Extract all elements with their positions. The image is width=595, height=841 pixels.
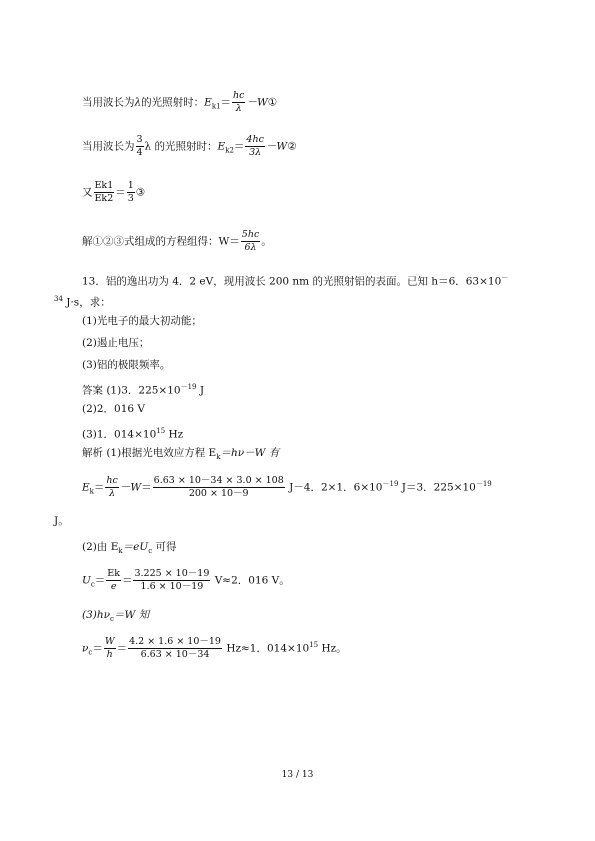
superscript: 15 bbox=[309, 641, 319, 649]
denominator: Ek2 bbox=[94, 193, 114, 204]
text: ＝W 知 bbox=[113, 609, 150, 621]
minus-w: －W bbox=[265, 140, 288, 153]
equals: ＝ bbox=[121, 574, 133, 587]
equals: ＝ bbox=[115, 186, 126, 199]
denominator: e bbox=[110, 581, 117, 592]
denominator: 6.63 × 10－34 bbox=[140, 649, 210, 660]
question-13 bbox=[82, 271, 508, 289]
text: J＝3．225×10 bbox=[398, 481, 476, 494]
numerator: 4hc bbox=[246, 134, 264, 145]
fraction-ek1-ek2 bbox=[94, 180, 115, 205]
denominator: 6λ bbox=[244, 242, 257, 253]
minus-w: －W bbox=[246, 96, 268, 109]
numerator: Ek bbox=[107, 568, 120, 579]
text: 当用波长为 bbox=[82, 96, 135, 109]
sub-question-2: (2)遏止电压； bbox=[82, 337, 150, 349]
fraction-3-4 bbox=[136, 134, 144, 159]
subscript: c bbox=[88, 648, 93, 657]
question-text: 13．铝的逸出功为 4．2 eV，现用波长 200 nm 的光照射铝的表面。已知 h＝6．63×10 bbox=[82, 275, 502, 288]
symbol-e: E bbox=[217, 140, 226, 153]
numerator: 5hc bbox=[241, 229, 260, 240]
solution-3-intro bbox=[82, 608, 149, 626]
circled-3: ③ bbox=[135, 186, 146, 199]
fraction-numeric-2 bbox=[133, 568, 210, 593]
question-text: J·s，求： bbox=[62, 296, 111, 309]
subscript: c bbox=[148, 547, 153, 556]
denominator: 4 bbox=[136, 147, 143, 158]
symbol-u: U bbox=[82, 574, 91, 587]
denominator: λ bbox=[235, 103, 242, 114]
text: Hz bbox=[165, 428, 184, 441]
solution-2-intro bbox=[82, 540, 176, 558]
circled-1: ① bbox=[267, 96, 278, 109]
text: J－4．2×1．6×10 bbox=[285, 481, 383, 494]
subscript: k bbox=[118, 547, 123, 556]
solution-intro bbox=[82, 446, 279, 464]
superscript: －19 bbox=[475, 480, 492, 488]
denominator: λ bbox=[109, 488, 116, 499]
page-number: 13 / 13 bbox=[281, 770, 314, 780]
fraction-hc-lambda bbox=[105, 475, 118, 500]
subscript: k bbox=[216, 453, 221, 462]
text: ＝eU bbox=[122, 541, 149, 553]
subscript: k bbox=[89, 487, 94, 496]
denominator: 3 bbox=[127, 193, 134, 204]
fraction-w-h bbox=[104, 636, 116, 661]
question-13-cont bbox=[54, 292, 111, 310]
text: 的光照射时： bbox=[141, 96, 205, 109]
subscript: k1 bbox=[211, 102, 221, 111]
text: 又 bbox=[82, 186, 93, 199]
text: 解析 (1)根据光电效应方程 E bbox=[82, 447, 217, 459]
superscript: － bbox=[501, 274, 509, 282]
superscript: 34 bbox=[54, 295, 63, 303]
text: (3)hν bbox=[82, 609, 111, 621]
text: Hz≈1．014×10 bbox=[222, 642, 310, 655]
denominator: h bbox=[106, 649, 113, 660]
equals: ＝ bbox=[220, 96, 232, 109]
symbol-nu: ν bbox=[82, 642, 89, 655]
equals: ＝ bbox=[93, 481, 105, 494]
fraction-numeric-1 bbox=[153, 475, 285, 500]
equation-line-3 bbox=[82, 180, 145, 205]
denominator: 200 × 10－9 bbox=[188, 488, 249, 499]
numerator: hc bbox=[233, 90, 245, 101]
equals: ＝ bbox=[116, 642, 128, 655]
symbol-e: E bbox=[204, 96, 212, 109]
text: 答案 (1)3．225×10 bbox=[82, 384, 181, 397]
equals: ＝ bbox=[141, 481, 152, 494]
fraction-numeric-3 bbox=[128, 636, 222, 661]
fraction-5hc-6lambda bbox=[241, 229, 260, 254]
sub-question-3: (3)铝的极限频率。 bbox=[82, 359, 171, 371]
fraction-4hc-3lambda bbox=[245, 134, 264, 159]
numerator: W bbox=[104, 636, 115, 647]
equals: ＝ bbox=[233, 140, 245, 153]
text: (2)由 E bbox=[82, 541, 119, 553]
text: V≈2．016 V。 bbox=[211, 574, 290, 587]
text: λ 的光照射时： bbox=[144, 140, 218, 153]
minus-w: －W bbox=[119, 481, 142, 494]
numerator: 6.63 × 10－34 × 3.0 × 108 bbox=[153, 475, 284, 486]
text: 可得 bbox=[152, 541, 177, 553]
equation-line-2 bbox=[82, 134, 297, 159]
fraction-1-3 bbox=[127, 180, 135, 205]
denominator: 3λ bbox=[249, 147, 262, 158]
superscript: 15 bbox=[156, 427, 166, 435]
denominator: 1.6 × 10－19 bbox=[140, 581, 204, 592]
numerator: 1 bbox=[127, 180, 134, 191]
fraction-ek-e bbox=[106, 568, 121, 593]
text: 解①②③式组成的方程组得：W＝ bbox=[82, 235, 240, 248]
symbol-e: E bbox=[82, 481, 90, 494]
sub-question-1: (1)光电子的最大初动能； bbox=[82, 315, 202, 327]
subscript: c bbox=[110, 615, 114, 624]
numerator: hc bbox=[106, 475, 118, 486]
superscript: －19 bbox=[180, 383, 197, 391]
solution-eq-3 bbox=[82, 636, 347, 661]
symbol-lambda: λ bbox=[134, 96, 142, 109]
answer-2: (2)2．016 V bbox=[82, 403, 146, 415]
answer-1 bbox=[82, 380, 204, 398]
text: 当用波长为 bbox=[82, 140, 135, 153]
numerator: 3 bbox=[136, 134, 143, 145]
text: (3)1．014×10 bbox=[82, 428, 157, 441]
text: Hz。 bbox=[318, 642, 347, 655]
fraction-hc-lambda bbox=[232, 90, 245, 115]
numerator: 3.225 × 10－19 bbox=[134, 568, 210, 579]
solution-eq-1 bbox=[82, 475, 492, 500]
equals: ＝ bbox=[92, 642, 103, 655]
text: ＝hν－W 有 bbox=[220, 447, 280, 459]
period: 。 bbox=[261, 235, 272, 248]
text: J bbox=[196, 384, 205, 397]
equation-line-1 bbox=[82, 90, 277, 115]
answer-3 bbox=[82, 424, 183, 442]
equation-line-4 bbox=[82, 229, 272, 254]
subscript: c bbox=[90, 580, 95, 589]
equals: ＝ bbox=[94, 574, 106, 587]
numerator: Ek1 bbox=[94, 180, 114, 191]
subscript: k2 bbox=[225, 146, 234, 155]
solution-eq-2 bbox=[82, 568, 290, 593]
solution-unit: J。 bbox=[54, 515, 69, 527]
numerator: 4.2 × 1.6 × 10－19 bbox=[129, 636, 221, 647]
superscript: －19 bbox=[382, 480, 399, 488]
circled-2: ② bbox=[287, 140, 297, 153]
